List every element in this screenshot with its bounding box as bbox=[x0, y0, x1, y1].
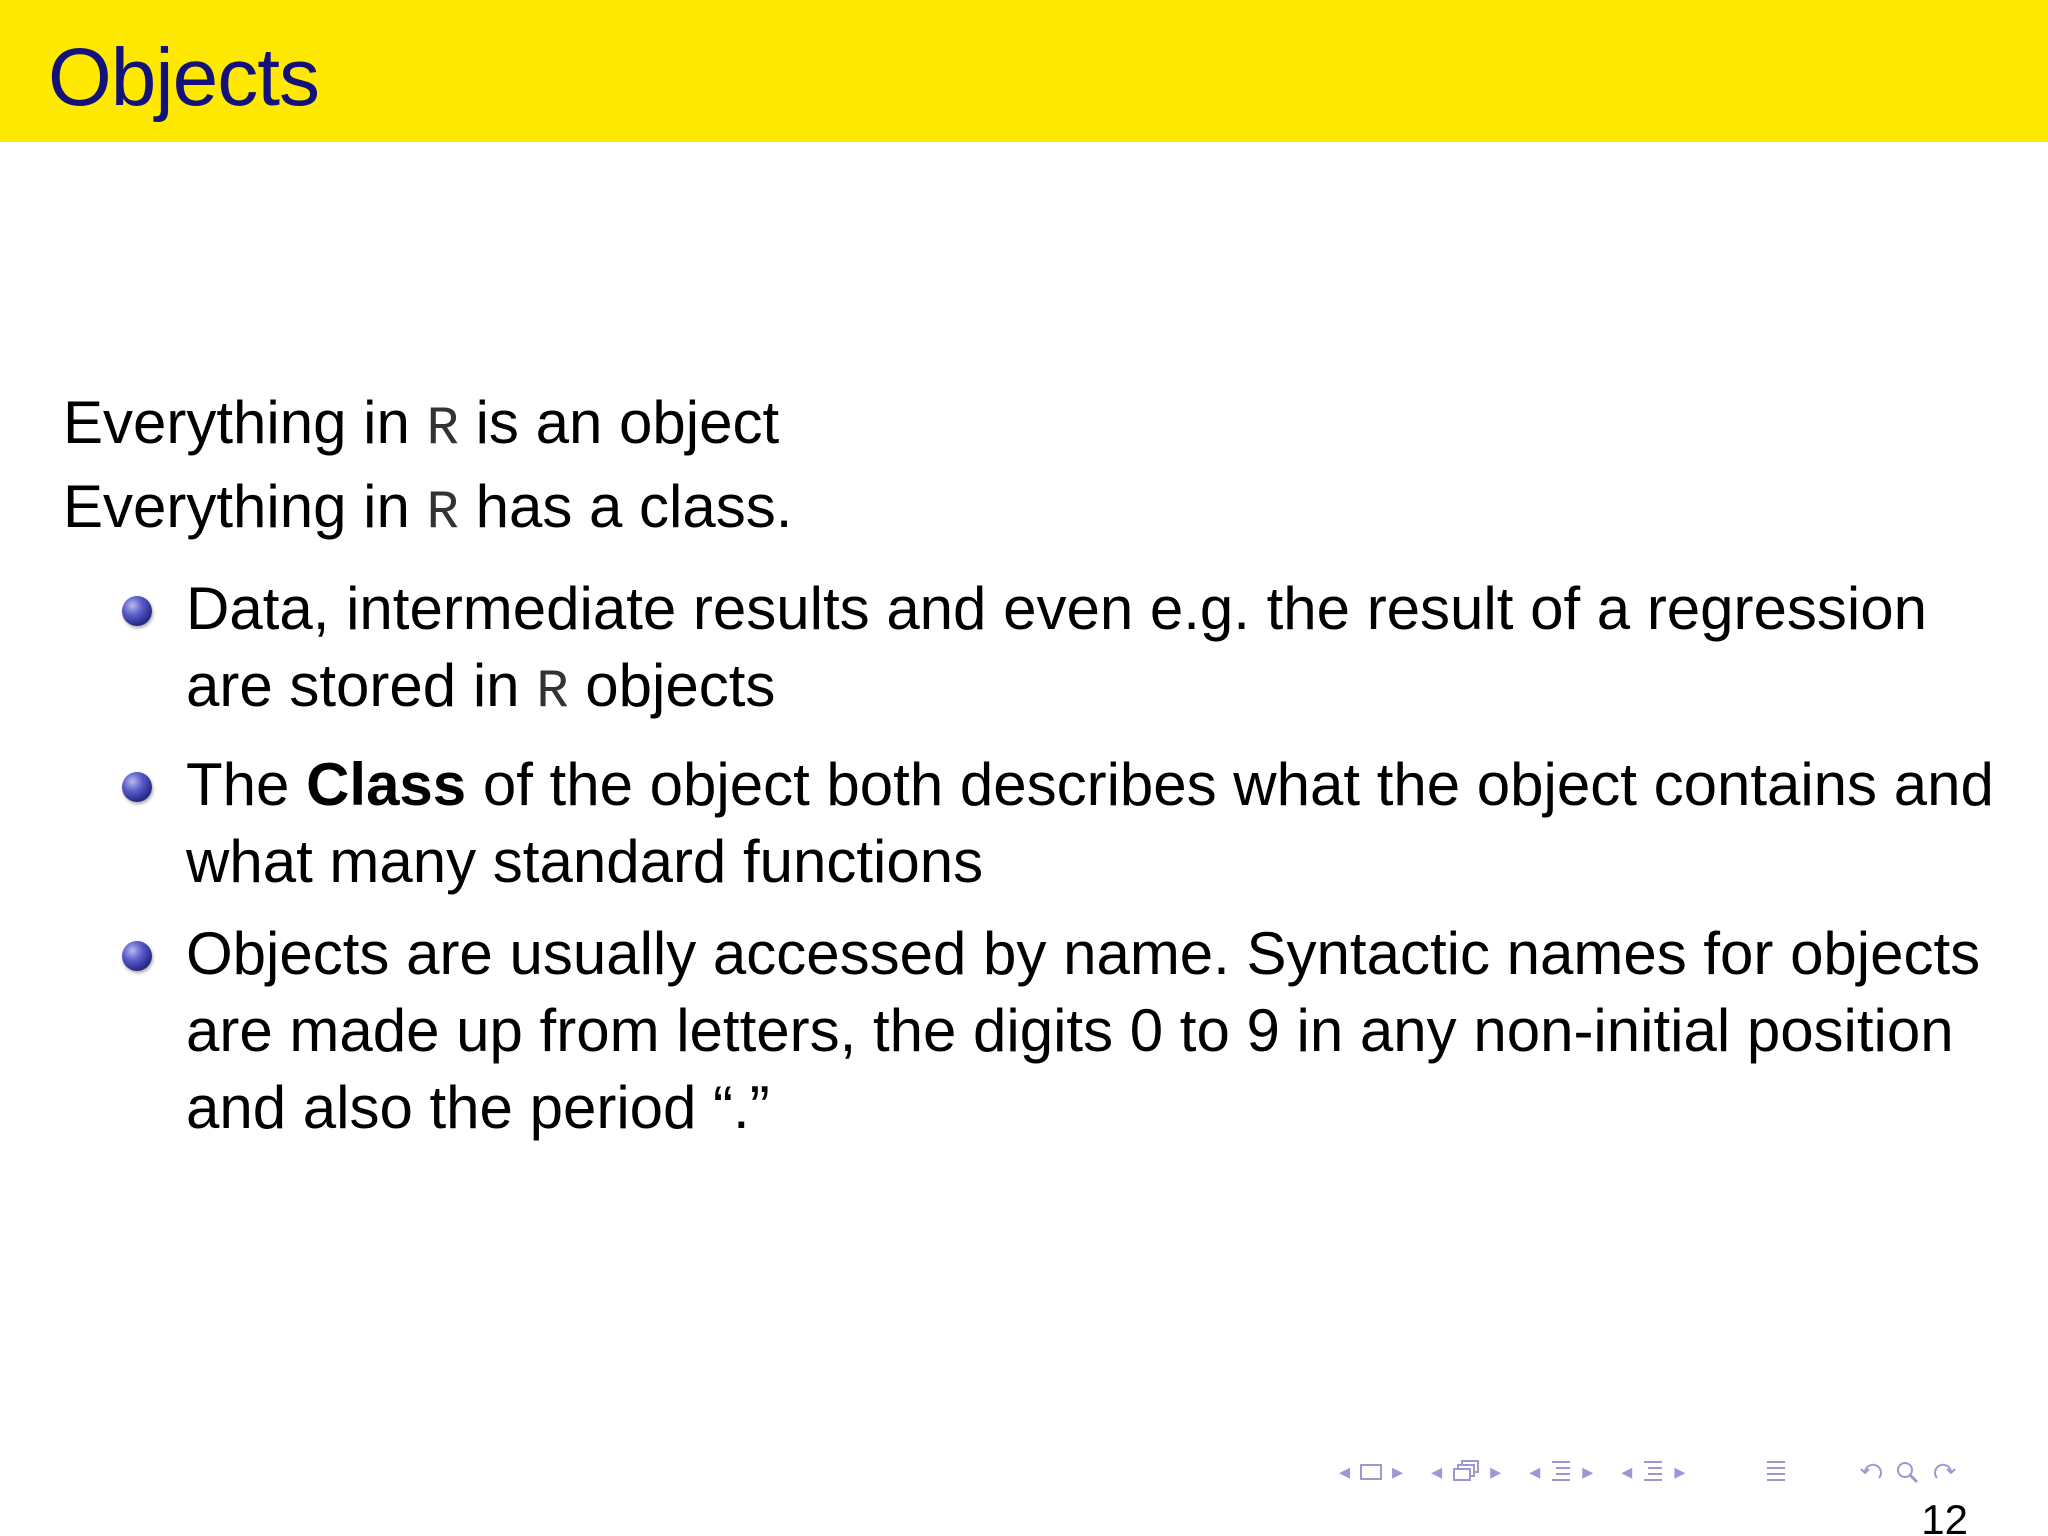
search-icon[interactable] bbox=[1895, 1460, 1921, 1484]
intro-text-part: Everything in bbox=[63, 389, 427, 456]
section-icon[interactable] bbox=[1550, 1459, 1572, 1485]
section-icon[interactable] bbox=[1642, 1459, 1664, 1485]
bullet-list bbox=[120, 570, 2000, 1161]
arrow-right-icon[interactable]: ▸ bbox=[1490, 1459, 1502, 1484]
arrow-right-icon[interactable]: ▸ bbox=[1392, 1459, 1404, 1484]
bullet-text: Data, intermediate results and even e.g. the result of a regression are stored in bbox=[186, 575, 1927, 719]
r-code: R bbox=[536, 662, 569, 723]
arrow-right-icon[interactable]: ▸ bbox=[1582, 1459, 1594, 1484]
bullet-ball-icon bbox=[122, 772, 152, 802]
bullet-text: objects bbox=[568, 652, 776, 719]
nav-section-group bbox=[1616, 1459, 1690, 1485]
subsection-icon[interactable] bbox=[1452, 1460, 1480, 1484]
arrow-left-icon[interactable]: ◂ bbox=[1529, 1459, 1541, 1484]
arrow-left-icon[interactable]: ◂ bbox=[1621, 1459, 1633, 1484]
bullet-text: Objects are usually accessed by name. Syntactic names for objects are made up from letters, the digits 0 to 9 in any non-initial position and also the period “.” bbox=[186, 920, 1981, 1141]
slide-title: Objects bbox=[48, 32, 319, 123]
arrow-left-icon[interactable]: ◂ bbox=[1431, 1459, 1443, 1484]
toc-icon[interactable] bbox=[1765, 1459, 1787, 1485]
undo-icon[interactable] bbox=[1859, 1460, 1885, 1484]
nav-subsection-group bbox=[1426, 1459, 1506, 1485]
r-code: R bbox=[426, 399, 459, 460]
arrow-left-icon[interactable]: ◂ bbox=[1339, 1459, 1351, 1484]
list-item bbox=[120, 570, 2000, 731]
nav-section-group bbox=[1524, 1459, 1598, 1485]
intro-line bbox=[63, 384, 792, 468]
nav-search-group bbox=[1854, 1460, 1962, 1484]
frame-icon[interactable] bbox=[1360, 1464, 1382, 1480]
intro-text-part: Everything in bbox=[63, 473, 427, 540]
nav-toc-group bbox=[1760, 1459, 1792, 1485]
list-item bbox=[120, 746, 2000, 900]
bullet-text: The bbox=[186, 751, 307, 818]
bullet-text: of the object both describes what the object contains and what many standard functions bbox=[186, 751, 1994, 895]
beamer-navigation bbox=[1334, 1458, 1980, 1486]
slide-header bbox=[0, 0, 2048, 142]
intro-text bbox=[63, 384, 792, 552]
r-code: R bbox=[426, 483, 459, 544]
page-number: 12 bbox=[1921, 1496, 1968, 1536]
bullet-ball-icon bbox=[122, 596, 152, 626]
bold-term: Class bbox=[306, 751, 467, 818]
intro-text-part: is an object bbox=[458, 389, 780, 456]
bullet-ball-icon bbox=[122, 941, 152, 971]
intro-line bbox=[63, 468, 792, 552]
nav-frame-group bbox=[1334, 1459, 1408, 1485]
arrow-right-icon[interactable]: ▸ bbox=[1674, 1459, 1686, 1484]
redo-icon[interactable] bbox=[1931, 1460, 1957, 1484]
list-item bbox=[120, 915, 2000, 1146]
intro-text-part: has a class. bbox=[458, 473, 793, 540]
